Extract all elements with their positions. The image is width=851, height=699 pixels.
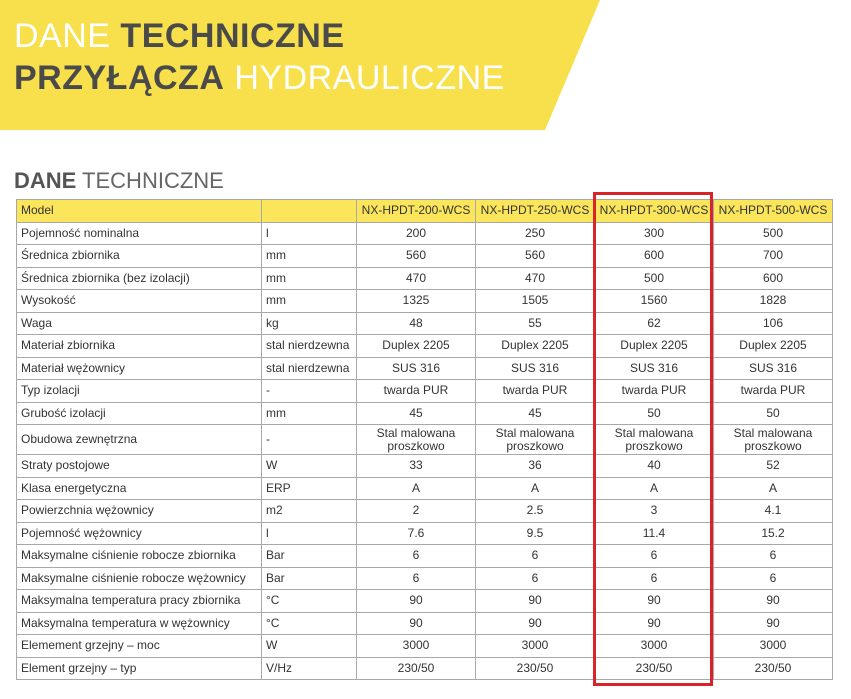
row-value-model-1: 1325 [357, 290, 476, 313]
row-unit: l [262, 522, 357, 545]
row-unit: m2 [262, 500, 357, 523]
row-value-model-2: 90 [476, 590, 595, 613]
row-value-model-4: 600 [714, 267, 833, 290]
row-value-model-3: 90 [595, 612, 714, 635]
row-label: Materiał zbiornika [17, 335, 262, 358]
row-unit: Bar [262, 545, 357, 568]
table-row [17, 567, 833, 590]
row-value-model-4: 230/50 [714, 657, 833, 680]
row-label: Maksymalna temperatura pracy zbiornika [17, 590, 262, 613]
header-model-3: NX-HPDT-300-WCS [595, 200, 714, 223]
row-value-model-1: 7.6 [357, 522, 476, 545]
row-value-model-1: 560 [357, 245, 476, 268]
row-label: Materiał wężownicy [17, 357, 262, 380]
row-label: Średnica zbiornika [17, 245, 262, 268]
row-value-model-3: 230/50 [595, 657, 714, 680]
row-value-model-2: 560 [476, 245, 595, 268]
row-unit: ERP [262, 477, 357, 500]
row-value-model-2: Duplex 2205 [476, 335, 595, 358]
row-label: Pojemność nominalna [17, 222, 262, 245]
row-value-model-1: 6 [357, 567, 476, 590]
table-body [17, 200, 833, 680]
row-value-model-3: twarda PUR [595, 380, 714, 403]
row-unit: mm [262, 402, 357, 425]
row-unit: stal nierdzewna [262, 335, 357, 358]
row-value-model-4: 700 [714, 245, 833, 268]
row-label: Pojemność wężownicy [17, 522, 262, 545]
header-model-label: Model [17, 200, 262, 223]
table-row [17, 612, 833, 635]
row-unit: mm [262, 245, 357, 268]
row-value-model-4: Stal malowana proszkowo [714, 425, 833, 455]
row-value-model-1: 3000 [357, 635, 476, 658]
row-value-model-3: 600 [595, 245, 714, 268]
row-label: Grubość izolacji [17, 402, 262, 425]
row-value-model-1: 2 [357, 500, 476, 523]
row-value-model-2: A [476, 477, 595, 500]
table-row [17, 455, 833, 478]
row-unit: V/Hz [262, 657, 357, 680]
table-row [17, 245, 833, 268]
row-label: Obudowa zewnętrzna [17, 425, 262, 455]
row-unit: - [262, 425, 357, 455]
row-value-model-1: Duplex 2205 [357, 335, 476, 358]
row-label: Straty postojowe [17, 455, 262, 478]
table-header-row [17, 200, 833, 223]
table-row [17, 635, 833, 658]
row-value-model-1: SUS 316 [357, 357, 476, 380]
banner-title-bold: TECHNICZNE [120, 17, 345, 55]
table-row [17, 402, 833, 425]
row-label: Waga [17, 312, 262, 335]
table-row [17, 425, 833, 455]
row-value-model-4: twarda PUR [714, 380, 833, 403]
header-model-4: NX-HPDT-500-WCS [714, 200, 833, 223]
table-row [17, 590, 833, 613]
row-unit: l [262, 222, 357, 245]
table-row [17, 522, 833, 545]
row-value-model-3: 90 [595, 590, 714, 613]
banner-subtitle-light: HYDRAULICZNE [224, 59, 505, 97]
row-value-model-3: Duplex 2205 [595, 335, 714, 358]
table-row [17, 335, 833, 358]
table-row [17, 357, 833, 380]
row-label: Elemement grzejny – moc [17, 635, 262, 658]
row-value-model-2: 2.5 [476, 500, 595, 523]
row-value-model-4: 52 [714, 455, 833, 478]
table-row [17, 657, 833, 680]
row-value-model-2: 230/50 [476, 657, 595, 680]
row-value-model-4: 6 [714, 545, 833, 568]
row-unit: Bar [262, 567, 357, 590]
row-unit: mm [262, 290, 357, 313]
row-value-model-3: SUS 316 [595, 357, 714, 380]
row-label: Średnica zbiornika (bez izolacji) [17, 267, 262, 290]
row-value-model-3: 6 [595, 545, 714, 568]
row-value-model-2: 250 [476, 222, 595, 245]
header-unit [262, 200, 357, 223]
table-row [17, 545, 833, 568]
row-value-model-3: 11.4 [595, 522, 714, 545]
banner-subtitle-bold: PRZYŁĄCZA [14, 59, 225, 97]
row-unit: stal nierdzewna [262, 357, 357, 380]
row-label: Maksymalne ciśnienie robocze zbiornika [17, 545, 262, 568]
row-label: Powierzchnia wężownicy [17, 500, 262, 523]
row-value-model-4: 4.1 [714, 500, 833, 523]
header-banner [0, 0, 851, 130]
row-value-model-4: 1828 [714, 290, 833, 313]
row-label: Klasa energetyczna [17, 477, 262, 500]
row-value-model-4: Duplex 2205 [714, 335, 833, 358]
row-value-model-3: 3000 [595, 635, 714, 658]
row-value-model-3: 62 [595, 312, 714, 335]
header-model-2: NX-HPDT-250-WCS [476, 200, 595, 223]
row-value-model-1: 200 [357, 222, 476, 245]
table-row [17, 267, 833, 290]
row-value-model-4: 90 [714, 612, 833, 635]
banner-title-line-2 [14, 58, 505, 98]
row-value-model-4: 106 [714, 312, 833, 335]
row-value-model-2: 6 [476, 567, 595, 590]
row-label: Element grzejny – typ [17, 657, 262, 680]
row-value-model-2: 3000 [476, 635, 595, 658]
table-row [17, 222, 833, 245]
table-row [17, 290, 833, 313]
row-value-model-2: 90 [476, 612, 595, 635]
row-label: Maksymalne ciśnienie robocze wężownicy [17, 567, 262, 590]
row-value-model-4: 3000 [714, 635, 833, 658]
row-value-model-2: 9.5 [476, 522, 595, 545]
technical-data-table [16, 199, 833, 680]
row-value-model-1: 90 [357, 612, 476, 635]
row-value-model-2: SUS 316 [476, 357, 595, 380]
row-value-model-2: 1505 [476, 290, 595, 313]
row-value-model-1: 48 [357, 312, 476, 335]
row-value-model-1: twarda PUR [357, 380, 476, 403]
row-value-model-3: A [595, 477, 714, 500]
row-unit: W [262, 455, 357, 478]
section-title-bold: DANE [14, 168, 77, 193]
row-label: Typ izolacji [17, 380, 262, 403]
row-value-model-1: 33 [357, 455, 476, 478]
row-value-model-4: SUS 316 [714, 357, 833, 380]
row-value-model-2: 36 [476, 455, 595, 478]
row-value-model-3: 3 [595, 500, 714, 523]
row-value-model-3: Stal malowana proszkowo [595, 425, 714, 455]
table-row [17, 380, 833, 403]
header-model-1: NX-HPDT-200-WCS [357, 200, 476, 223]
section-title [14, 168, 224, 194]
row-value-model-1: 45 [357, 402, 476, 425]
row-value-model-2: 6 [476, 545, 595, 568]
row-value-model-2: Stal malowana proszkowo [476, 425, 595, 455]
row-value-model-4: 15.2 [714, 522, 833, 545]
row-value-model-3: 1560 [595, 290, 714, 313]
row-value-model-3: 300 [595, 222, 714, 245]
row-value-model-1: 230/50 [357, 657, 476, 680]
row-value-model-2: 55 [476, 312, 595, 335]
row-value-model-1: 90 [357, 590, 476, 613]
row-value-model-3: 6 [595, 567, 714, 590]
row-value-model-2: 470 [476, 267, 595, 290]
row-value-model-4: 50 [714, 402, 833, 425]
row-value-model-3: 40 [595, 455, 714, 478]
table-row [17, 312, 833, 335]
row-value-model-4: 500 [714, 222, 833, 245]
section-title-light: TECHNICZNE [76, 168, 224, 193]
banner-title-line-1 [14, 16, 345, 56]
row-value-model-1: 6 [357, 545, 476, 568]
row-value-model-1: Stal malowana proszkowo [357, 425, 476, 455]
row-value-model-4: A [714, 477, 833, 500]
row-value-model-1: 470 [357, 267, 476, 290]
row-label: Wysokość [17, 290, 262, 313]
row-unit: - [262, 380, 357, 403]
row-value-model-3: 500 [595, 267, 714, 290]
row-value-model-4: 90 [714, 590, 833, 613]
banner-title-light: DANE [14, 17, 121, 55]
row-label: Maksymalna temperatura w wężownicy [17, 612, 262, 635]
row-unit: kg [262, 312, 357, 335]
row-value-model-2: 45 [476, 402, 595, 425]
row-value-model-1: A [357, 477, 476, 500]
row-unit: °C [262, 612, 357, 635]
row-value-model-4: 6 [714, 567, 833, 590]
row-unit: mm [262, 267, 357, 290]
table-row [17, 500, 833, 523]
row-value-model-2: twarda PUR [476, 380, 595, 403]
row-unit: W [262, 635, 357, 658]
row-value-model-3: 50 [595, 402, 714, 425]
row-unit: °C [262, 590, 357, 613]
table-row [17, 477, 833, 500]
